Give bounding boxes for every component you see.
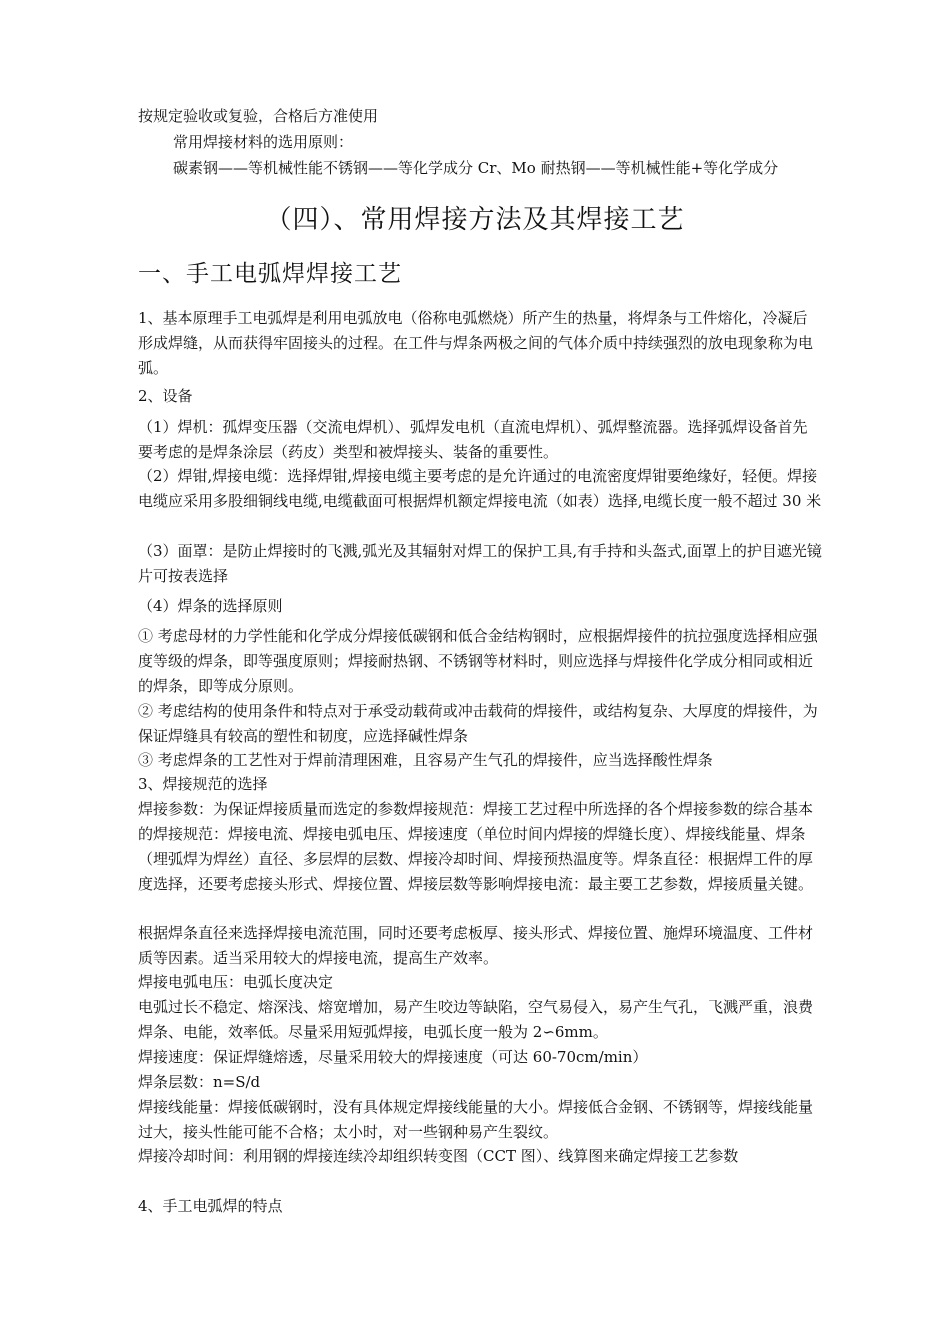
paragraph-arc-length-effects: 电弧过长不稳定、熔深浅、熔宽增加，易产生咬边等缺陷，空气易侵入，易产生气孔，飞溅严重，浪费焊条、电能，效率低。尽量采用短弧焊接，电弧长度一般为 2∽6mm。 <box>138 998 814 1041</box>
paragraph-heat-input: 焊接线能量：焊接低碳钢时，没有具体规定焊接线能量的大小。焊接低合金钢、不锈钢等，焊接线能量过大，接头性能可能不合格；太小时，对一些钢种易产生裂纹。 <box>138 1098 814 1141</box>
paragraph-material-selection-rule: 碳素钢——等机械性能不锈钢——等化学成分 Cr、Mo 耐热钢——等机械性能+等化学成分 <box>173 159 779 177</box>
paragraph-equipment-heading: 2、设备 <box>138 387 193 405</box>
paragraph-electrode-rule-3: ③ 考虑焊条的工艺性对于焊前清理困难，且容易产生气孔的焊接件，应当选择酸性焊条 <box>138 751 713 769</box>
paragraph-basic-principle: 1、基本原理手工电弧焊是利用电弧放电（俗称电弧燃烧）所产生的热量，将焊条与工件熔化，冷凝后形成焊缝，从而获得牢固接头的过程。在工件与焊条两极之间的气体介质中持续强烈的放电现象称为电弧。 <box>138 309 814 377</box>
paragraph-arc-voltage: 焊接电弧电压：电弧长度决定 <box>138 973 334 991</box>
paragraph-current-range: 根据焊条直径来选择焊接电流范围，同时还要考虑板厚、接头形式、焊接位置、施焊环境温度、工件材质等因素。适当采用较大的焊接电流，提高生产效率。 <box>138 924 814 967</box>
section-heading-manual-arc-welding: 一、手工电弧焊焊接工艺 <box>138 261 402 287</box>
section-title-welding-methods: （四）、常用焊接方法及其焊接工艺 <box>265 205 685 235</box>
paragraph-electrode-rule-1: ① 考虑母材的力学性能和化学成分焊接低碳钢和低合金结构钢时，应根据焊接件的抗拉强度选择相应强度等级的焊条，即等强度原则；焊接耐热钢、不锈钢等材料时，则应选择与焊接件化学成分相同或相近的焊条，即等成分原则。 <box>138 627 818 695</box>
paragraph-face-mask: （3）面罩：是防止焊接时的飞溅,弧光及其辐射对焊工的保护工具,有手持和头盔式,面罩上的护目遮光镜片可按表选择 <box>138 542 822 585</box>
paragraph-acceptance-note: 按规定验收或复验，合格后方准使用 <box>138 107 379 125</box>
paragraph-features-heading: 4、手工电弧焊的特点 <box>138 1197 283 1215</box>
paragraph-welding-parameters: 焊接参数：为保证焊接质量而选定的参数焊接规范：焊接工艺过程中所选择的各个焊接参数的综合基本的焊接规范：焊接电流、焊接电弧电压、焊接速度（单位时间内焊接的焊缝长度）、焊接线能量、焊条（埋弧焊为焊丝）直径、多层焊的层数、焊接冷却时间、焊接预热温度等。焊条直径：根据焊工件的厚度选择，还要考虑接头形式、焊接位置、焊接层数等影响焊接电流：最主要工艺参数，焊接质量关键。 <box>138 800 814 893</box>
paragraph-layer-count: 焊条层数：n=S/d <box>138 1073 261 1091</box>
paragraph-material-selection-heading: 常用焊接材料的选用原则： <box>173 133 354 151</box>
paragraph-welding-machine: （1）焊机：孤焊变压器（交流电焊机）、弧焊发电机（直流电焊机）、弧焊整流器。选择弧焊设备首先要考虑的是焊条涂层（药皮）类型和被焊接头、装备的重要性。 <box>138 418 808 461</box>
paragraph-cooling-time: 焊接冷却时间：利用钢的焊接连续冷却组织转变图（CCT 图）、线算图来确定焊接工艺参数 <box>138 1147 739 1165</box>
paragraph-spec-selection-heading: 3、焊接规范的选择 <box>138 775 268 793</box>
paragraph-electrode-selection-heading: （4）焊条的选择原则 <box>138 597 283 615</box>
paragraph-welding-speed: 焊接速度：保证焊缝熔透，尽量采用较大的焊接速度（可达 60-70cm/min） <box>138 1048 648 1066</box>
paragraph-electrode-rule-2: ② 考虑结构的使用条件和特点对于承受动载荷或冲击载荷的焊接件，或结构复杂、大厚度的焊接件，为保证焊缝具有较高的塑性和韧度，应选择碱性焊条 <box>138 702 818 745</box>
paragraph-welding-tongs-cable: （2）焊钳,焊接电缆：选择焊钳,焊接电缆主要考虑的是允许通过的电流密度焊钳要绝缘好，轻便。焊接电缆应采用多股细铜线电缆,电缆截面可根据焊机额定焊接电流（如表）选择,电缆长度一般不超过 30 米 <box>138 467 822 510</box>
